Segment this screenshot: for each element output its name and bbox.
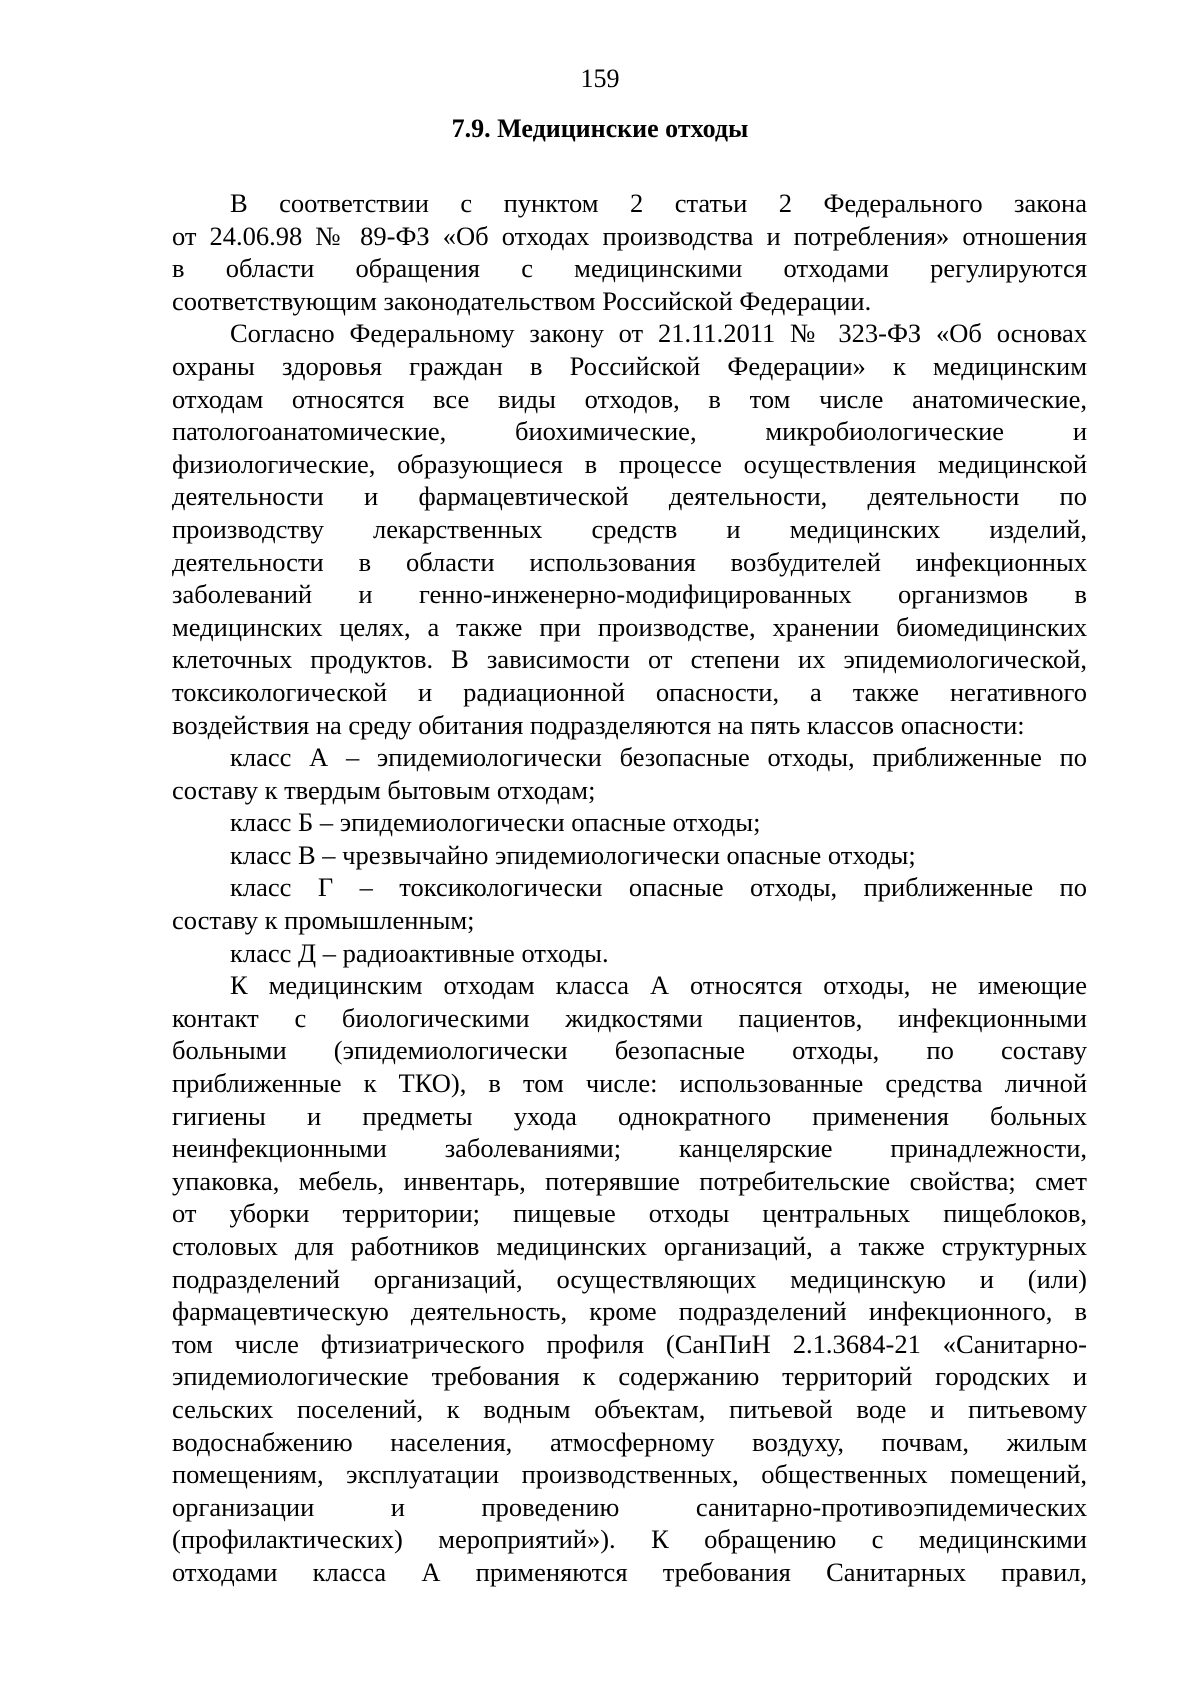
body-text — [172, 187, 1087, 1589]
text-line: класс А – эпидемиологически безопасные отходы, приближенные по — [230, 742, 1087, 773]
text-line: сельских поселений, к водным объектам, питьевой воде и питьевому — [172, 1393, 1087, 1424]
text-line: соответствующим законодательством Российской Федерации. — [172, 285, 872, 316]
text-line: гигиены и предметы ухода однократного применения больных — [172, 1100, 1087, 1131]
text-line: подразделений организаций, осуществляющих медицинскую и (или) — [172, 1263, 1087, 1294]
section-title: 7.9. Медицинские отходы — [451, 114, 749, 143]
text-line: водоснабжению населения, атмосферному воздуху, почвам, жилым — [172, 1426, 1087, 1457]
text-line: составу к промышленным; — [172, 905, 475, 936]
text-line: (профилактических) мероприятий»). К обращению с медицинскими — [172, 1524, 1087, 1555]
text-line: отходам относятся все виды отходов, в том числе анатомические, — [172, 383, 1087, 414]
text-line: класс Д – радиоактивные отходы. — [230, 937, 609, 968]
text-line: Согласно Федеральному закону от 21.11.2011 № 323-ФЗ «Об основах — [230, 318, 1087, 349]
text-line: В соответствии с пунктом 2 статьи 2 Федерального закона — [230, 188, 1087, 218]
text-line: упаковка, мебель, инвентарь, потерявшие потребительские свойства; смет — [172, 1165, 1087, 1196]
text-line: клеточных продуктов. В зависимости от степени их эпидемиологической, — [172, 644, 1087, 675]
text-line: патологоанатомические, биохимические, микробиологические и — [172, 416, 1087, 447]
text-line: приближенные к ТКО), в том числе: использованные средства личной — [172, 1068, 1087, 1099]
text-line: заболеваний и генно-инженерно-модифицированных организмов в — [172, 579, 1087, 610]
text-line: контакт с биологическими жидкостями пациентов, инфекционными — [172, 1002, 1087, 1033]
text-line: токсикологической и радиационной опасности, а также негативного — [172, 676, 1087, 707]
text-line: медицинских целях, а также при производстве, хранении биомедицинских — [172, 611, 1087, 642]
text-line: производству лекарственных средств и медицинских изделий, — [172, 513, 1087, 544]
text-line: отходами класса А применяются требования Санитарных правил, — [172, 1556, 1087, 1587]
text-line: от уборки территории; пищевые отходы центральных пищеблоков, — [172, 1198, 1087, 1229]
text-line: в области обращения с медицинскими отходами регулируются — [172, 253, 1087, 284]
text-line: том числе фтизиатрического профиля (СанПиН 2.1.3684-21 «Санитарно- — [172, 1328, 1087, 1359]
text-line: охраны здоровья граждан в Российской Федерации» к медицинским — [172, 350, 1087, 381]
text-line: физиологические, образующиеся в процессе осуществления медицинской — [172, 448, 1087, 479]
text-line: класс В – чрезвычайно эпидемиологически опасные отходы; — [230, 839, 916, 870]
text-line: столовых для работников медицинских организаций, а также структурных — [172, 1231, 1087, 1261]
text-line: К медицинским отходам класса А относятся отходы, не имеющие — [230, 970, 1087, 1001]
text-line: от 24.06.98 № 89-ФЗ «Об отходах производства и потребления» отношения — [172, 220, 1087, 251]
page-number: 159 — [580, 64, 620, 93]
text-line: класс Б – эпидемиологически опасные отходы; — [230, 807, 761, 838]
text-line: эпидемиологические требования к содержанию территорий городских и — [172, 1361, 1087, 1392]
text-line: составу к твердым бытовым отходам; — [172, 774, 596, 805]
text-line: воздействия на среду обитания подразделяются на пять классов опасности: — [172, 709, 1025, 740]
text-line: больными (эпидемиологически безопасные отходы, по составу — [172, 1035, 1087, 1066]
text-line: деятельности и фармацевтической деятельности, деятельности по — [172, 481, 1087, 512]
text-line: класс Г – токсикологически опасные отходы, приближенные по — [230, 872, 1087, 903]
text-line: неинфекционными заболеваниями; канцелярские принадлежности, — [172, 1133, 1087, 1164]
text-line: организации и проведению санитарно-противоэпидемических — [172, 1491, 1087, 1522]
text-line: фармацевтическую деятельность, кроме подразделений инфекционного, в — [172, 1296, 1087, 1327]
text-line: помещениям, эксплуатации производственных, общественных помещений, — [172, 1459, 1087, 1490]
text-line: деятельности в области использования возбудителей инфекционных — [172, 546, 1087, 577]
